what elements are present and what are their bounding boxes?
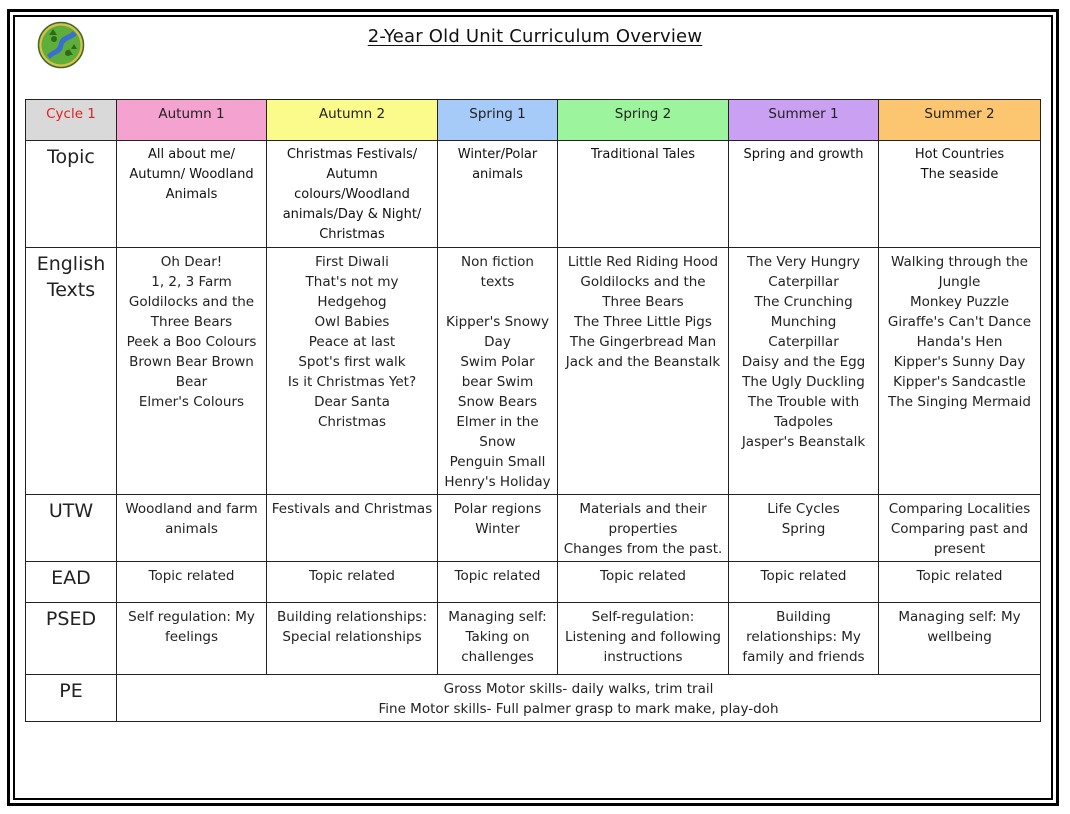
- cell-line: feelings: [164, 629, 219, 645]
- cell-line: animals: [472, 167, 523, 182]
- topic-autumn-1: [117, 141, 267, 248]
- cell-line: The Singing Mermaid: [887, 394, 1032, 410]
- page-title: 2-Year Old Unit Curriculum Overview: [367, 26, 703, 47]
- cell-line: Walking through the: [891, 254, 1028, 270]
- cell-line: Dear Santa: [314, 394, 390, 410]
- cell-line: colours/Woodland: [294, 187, 410, 202]
- cell-line: Comparing Localities: [888, 501, 1031, 517]
- cell-line: Polar regions: [453, 501, 542, 517]
- cell-line: Snow: [479, 434, 516, 450]
- cell-line: relationships: My: [746, 629, 861, 645]
- cell-line: Little Red Riding Hood: [567, 254, 719, 270]
- cell-line: Topic related: [600, 568, 686, 584]
- cell-line: Handa's Hen: [916, 334, 1003, 350]
- topic-summer-2: [879, 141, 1041, 248]
- cell-line: Kipper's Sandcastle: [893, 374, 1026, 390]
- cell-line: Day: [484, 334, 511, 350]
- cell-line: Non fiction: [461, 254, 534, 270]
- english-autumn-2: [267, 248, 438, 495]
- cell-line: The Very Hungry: [746, 254, 861, 270]
- english-label-line-2: Texts: [46, 279, 96, 301]
- cell-line: The Crunching: [754, 294, 853, 310]
- english-summer-2: [879, 248, 1041, 495]
- cell-line: Managing self: My: [898, 609, 1021, 625]
- header-autumn-2: Autumn 2: [267, 100, 438, 141]
- cell-line: The Three Little Pigs: [574, 314, 712, 330]
- ead-spring-2: [558, 562, 729, 603]
- cell-line: The Trouble with: [747, 394, 860, 410]
- cell-line: Three Bears: [602, 294, 684, 310]
- cell-line: Jungle: [938, 274, 981, 290]
- psed-summer-2: [879, 603, 1041, 675]
- cell-line: Munching: [770, 314, 837, 330]
- cell-line: Kipper's Sunny Day: [893, 354, 1026, 370]
- ead-summer-2: [879, 562, 1041, 603]
- cell-line: Christmas Festivals/: [286, 147, 418, 162]
- cell-line: Spring and growth: [743, 147, 864, 162]
- cell-line: Tadpoles: [774, 414, 833, 430]
- utw-summer-2: [879, 495, 1041, 562]
- topic-row: [26, 141, 1041, 248]
- cell-line: That's not my: [305, 274, 399, 290]
- cell-line: present: [933, 541, 986, 557]
- cell-line: Caterpillar: [768, 274, 839, 290]
- psed-autumn-2: [267, 603, 438, 675]
- ead-summer-1: [729, 562, 879, 603]
- cell-line: Listening and following: [564, 629, 721, 645]
- cell-line: Materials and their: [579, 501, 707, 517]
- cell-line: family and friends: [742, 649, 865, 665]
- utw-spring-2: [558, 495, 729, 562]
- pe-gross-motor: Gross Motor skills- daily walks, trim trail: [443, 681, 714, 697]
- cell-line: Caterpillar: [768, 334, 839, 350]
- cell-line: Three Bears: [150, 314, 233, 330]
- cell-line: The Ugly Duckling: [742, 374, 865, 390]
- english-spring-2: [558, 248, 729, 495]
- cell-line: Special relationships: [282, 629, 422, 645]
- cell-line: Topic related: [760, 568, 847, 584]
- cell-line: Swim Polar: [460, 354, 535, 370]
- utw-summer-1: [729, 495, 879, 562]
- english-summer-1: [729, 248, 879, 495]
- utw-autumn-1: [117, 495, 267, 562]
- ead-row: [26, 562, 1041, 603]
- cell-line: [441, 292, 554, 312]
- cell-line: Brown Bear Brown: [129, 354, 254, 370]
- cell-line: Snow Bears: [457, 394, 538, 410]
- cell-line: Building relationships:: [277, 609, 427, 625]
- cell-line: texts: [480, 274, 515, 290]
- cell-line: animals: [165, 521, 218, 537]
- psed-spring-2: [558, 603, 729, 675]
- header-row: [26, 100, 1041, 141]
- ead-label: EAD: [26, 562, 117, 603]
- topic-spring-2: [558, 141, 729, 248]
- cell-line: Topic related: [916, 568, 1003, 584]
- cell-line: The seaside: [920, 167, 999, 182]
- cell-line: Hedgehog: [317, 294, 387, 310]
- cell-line: Animals: [165, 187, 218, 202]
- cell-line: challenges: [461, 649, 534, 665]
- psed-label: PSED: [26, 603, 117, 675]
- pe-fine-motor: Fine Motor skills- Full palmer grasp to mark make, play-doh: [378, 701, 779, 717]
- cell-line: Woodland and farm: [125, 501, 258, 517]
- cell-line: 1, 2, 3 Farm: [151, 274, 232, 290]
- cell-line: Bear: [175, 374, 208, 390]
- header-spring-1: Spring 1: [438, 100, 558, 141]
- english-autumn-1: [117, 248, 267, 495]
- cell-line: First Diwali: [315, 254, 389, 270]
- ead-autumn-1: [117, 562, 267, 603]
- cell-line: Life Cycles: [767, 501, 840, 517]
- cell-line: Owl Babies: [314, 314, 390, 330]
- cell-line: Jasper's Beanstalk: [741, 434, 866, 450]
- cell-line: Christmas: [319, 227, 385, 242]
- cell-line: Building: [776, 609, 831, 625]
- cell-line: Topic related: [309, 568, 395, 584]
- topic-spring-1: [438, 141, 558, 248]
- cell-line: Autumn/ Woodland: [129, 167, 254, 182]
- cell-line: Spot's first walk: [298, 354, 406, 370]
- english-label-line-1: English: [36, 253, 106, 275]
- cell-line: Managing self:: [448, 609, 547, 625]
- topic-autumn-2: [267, 141, 438, 248]
- cell-line: Elmer's Colours: [138, 394, 245, 410]
- cell-line: Winter/Polar: [457, 147, 538, 162]
- header-cycle: Cycle 1: [26, 100, 117, 141]
- cell-line: Jack and the Beanstalk: [565, 354, 721, 370]
- cell-line: properties: [608, 521, 678, 537]
- cell-line: animals/Day & Night/: [282, 207, 422, 222]
- cell-line: instructions: [603, 649, 683, 665]
- cell-line: Taking on: [465, 629, 530, 645]
- cell-line: Is it Christmas Yet?: [287, 374, 417, 390]
- cell-line: Comparing past and: [890, 521, 1029, 537]
- cell-line: Peek a Boo Colours: [126, 334, 257, 350]
- cell-line: Kipper's Snowy: [445, 314, 550, 330]
- cell-line: The Gingerbread Man: [569, 334, 717, 350]
- cell-line: Oh Dear!: [160, 254, 223, 270]
- utw-autumn-2: [267, 495, 438, 562]
- psed-spring-1: [438, 603, 558, 675]
- cell-line: Goldilocks and the: [128, 294, 255, 310]
- cell-line: Changes from the past.: [563, 541, 723, 557]
- cell-line: Topic related: [454, 568, 541, 584]
- cell-line: Self-regulation:: [591, 609, 695, 625]
- cell-line: Christmas: [317, 414, 387, 430]
- cell-line: Autumn: [326, 167, 378, 182]
- header-summer-1: Summer 1: [729, 100, 879, 141]
- cell-line: All about me/: [148, 147, 235, 162]
- cell-line: Daisy and the Egg: [741, 354, 866, 370]
- cell-line: wellbeing: [927, 629, 992, 645]
- topic-summer-1: [729, 141, 879, 248]
- cell-line: Henry's Holiday: [444, 474, 551, 490]
- ead-spring-1: [438, 562, 558, 603]
- pe-label: PE: [26, 675, 117, 722]
- cell-line: Traditional Tales: [591, 147, 695, 162]
- cell-line: Festivals and Christmas: [271, 501, 433, 517]
- english-texts-label: [26, 248, 117, 495]
- cell-line: Topic related: [148, 568, 235, 584]
- header-autumn-1: Autumn 1: [117, 100, 267, 141]
- ead-autumn-2: [267, 562, 438, 603]
- pe-row: [26, 675, 1041, 722]
- psed-autumn-1: [117, 603, 267, 675]
- cell-line: Penguin Small: [449, 454, 546, 470]
- utw-label: UTW: [26, 495, 117, 562]
- utw-spring-1: [438, 495, 558, 562]
- cell-line: Spring: [781, 521, 826, 537]
- cell-line: Giraffe's Can't Dance: [887, 314, 1032, 330]
- cell-line: Elmer in the: [456, 414, 539, 430]
- header-summer-2: Summer 2: [879, 100, 1041, 141]
- header-spring-2: Spring 2: [558, 100, 729, 141]
- psed-summer-1: [729, 603, 879, 675]
- cell-line: Hot Countries: [914, 147, 1005, 162]
- cell-line: Goldilocks and the: [580, 274, 706, 290]
- cell-line: bear Swim: [461, 374, 534, 390]
- curriculum-table: [25, 99, 1041, 722]
- cell-line: Peace at last: [308, 334, 396, 350]
- topic-label: Topic: [26, 141, 117, 248]
- cell-line: Self regulation: My: [128, 609, 255, 625]
- cell-line: Monkey Puzzle: [909, 294, 1010, 310]
- psed-row: [26, 603, 1041, 675]
- utw-row: [26, 495, 1041, 562]
- cell-line: Winter: [475, 521, 520, 537]
- english-spring-1: [438, 248, 558, 495]
- pe-content: [117, 675, 1041, 722]
- english-texts-row: [26, 248, 1041, 495]
